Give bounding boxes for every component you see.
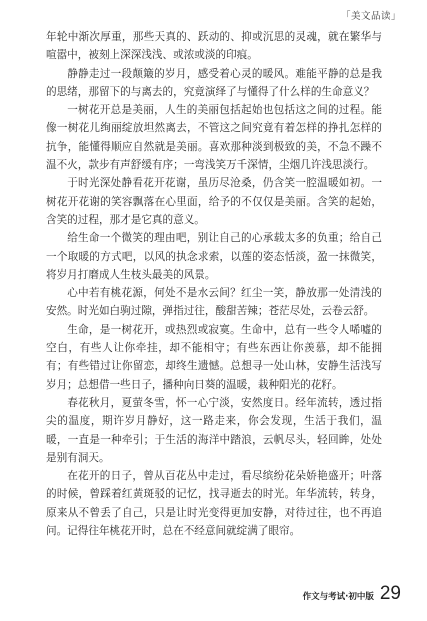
paragraph-7: 生命，是一树花开，或热烈或寂寞。生命中，总有一些令人唏嘘的空白，有些人让你牵挂，却不能相守；有些东西让你羡慕，却不能拥有；有些错过让你留恋，却终生遗憾。总想寻一处山林，安静生活浅写岁月；总想借一些日子，播种向日葵的温暖，栽种阳光的花籽。 — [46, 323, 382, 391]
article-body — [46, 28, 382, 540]
paragraph-9: 在花开的日子，曾从百花丛中走过，看尽缤纷花朵娇艳盛开；叶落的时候，曾踩着红黄斑驳的记忆，找寻逝去的时光。年华流转，转身，原来从不曾丢了自己，只是让时光变得更加安静，对待过往，也不再追问。记得往年桃花开时，总在不经意间就绽满了眼帘。 — [46, 470, 382, 538]
paragraph-2: 静静走过一段颠簸的岁月，感受着心灵的暖风。难能平静的总是我的思绪，那留下的与离去的，究竟演绎了与懂得了什么样的生命意义？ — [46, 67, 382, 98]
journal-label: 作文与考试·初中版 — [302, 592, 374, 602]
paragraph-8: 春花秋月，夏萤冬雪，怀一心宁淡，安然度日。经年流转，透过指尖的温度，期许岁月静好，这一路走来，你会发现，生活于我们，温暖，一直是一种牵引；于生活的海洋中踏浪，云帆尽头，轻回眸，处处是别有洞天。 — [46, 396, 382, 464]
paragraph-4: 于时光深处静看花开花谢，虽历尽沧桑，仍含笑一腔温暖如初。一树花开花谢的笑容飘落在心里面，给予的不仅仅是美丽。含笑的起始，含笑的过程，那才是它真的意义。 — [46, 177, 382, 226]
paragraph-5: 给生命一个微笑的理由吧，别让自己的心承载太多的负重；给自己一个取暖的方式吧，以风的执念求索，以莲的姿态恬淡，盈一抹微笑，将岁月打磨成人生枝头最美的风景。 — [46, 232, 382, 281]
section-tag: 「美文品读」 — [340, 11, 401, 22]
page-footer — [303, 583, 401, 605]
page-number: 29 — [379, 583, 401, 604]
paragraph-1: 年轮中渐次厚重，那些天真的、跃动的、抑或沉思的灵魂，就在繁华与喧嚣中，被刻上深深浅浅、或浓或淡的印痕。 — [46, 31, 382, 62]
paragraph-3: 一树花开总是美丽，人生的美丽包括起始也包括这之间的过程。能像一树花儿绚丽绽放坦然离去，不管这之间究竟有着怎样的挣扎怎样的抗争，能懂得顺应自然就是美丽。喜欢那种淡到极致的美，不急不躁不温不火，款步有声舒缓有序；一弯浅笑万千深情，尘烟几许浅思淡行。 — [46, 104, 382, 172]
paragraph-6: 心中若有桃花源，何处不是水云间？红尘一笑，静放那一处清浅的安然。时光如白驹过隙，弹指过往，酸甜苦辣；苍茫尽处，云卷云舒。 — [46, 287, 382, 318]
